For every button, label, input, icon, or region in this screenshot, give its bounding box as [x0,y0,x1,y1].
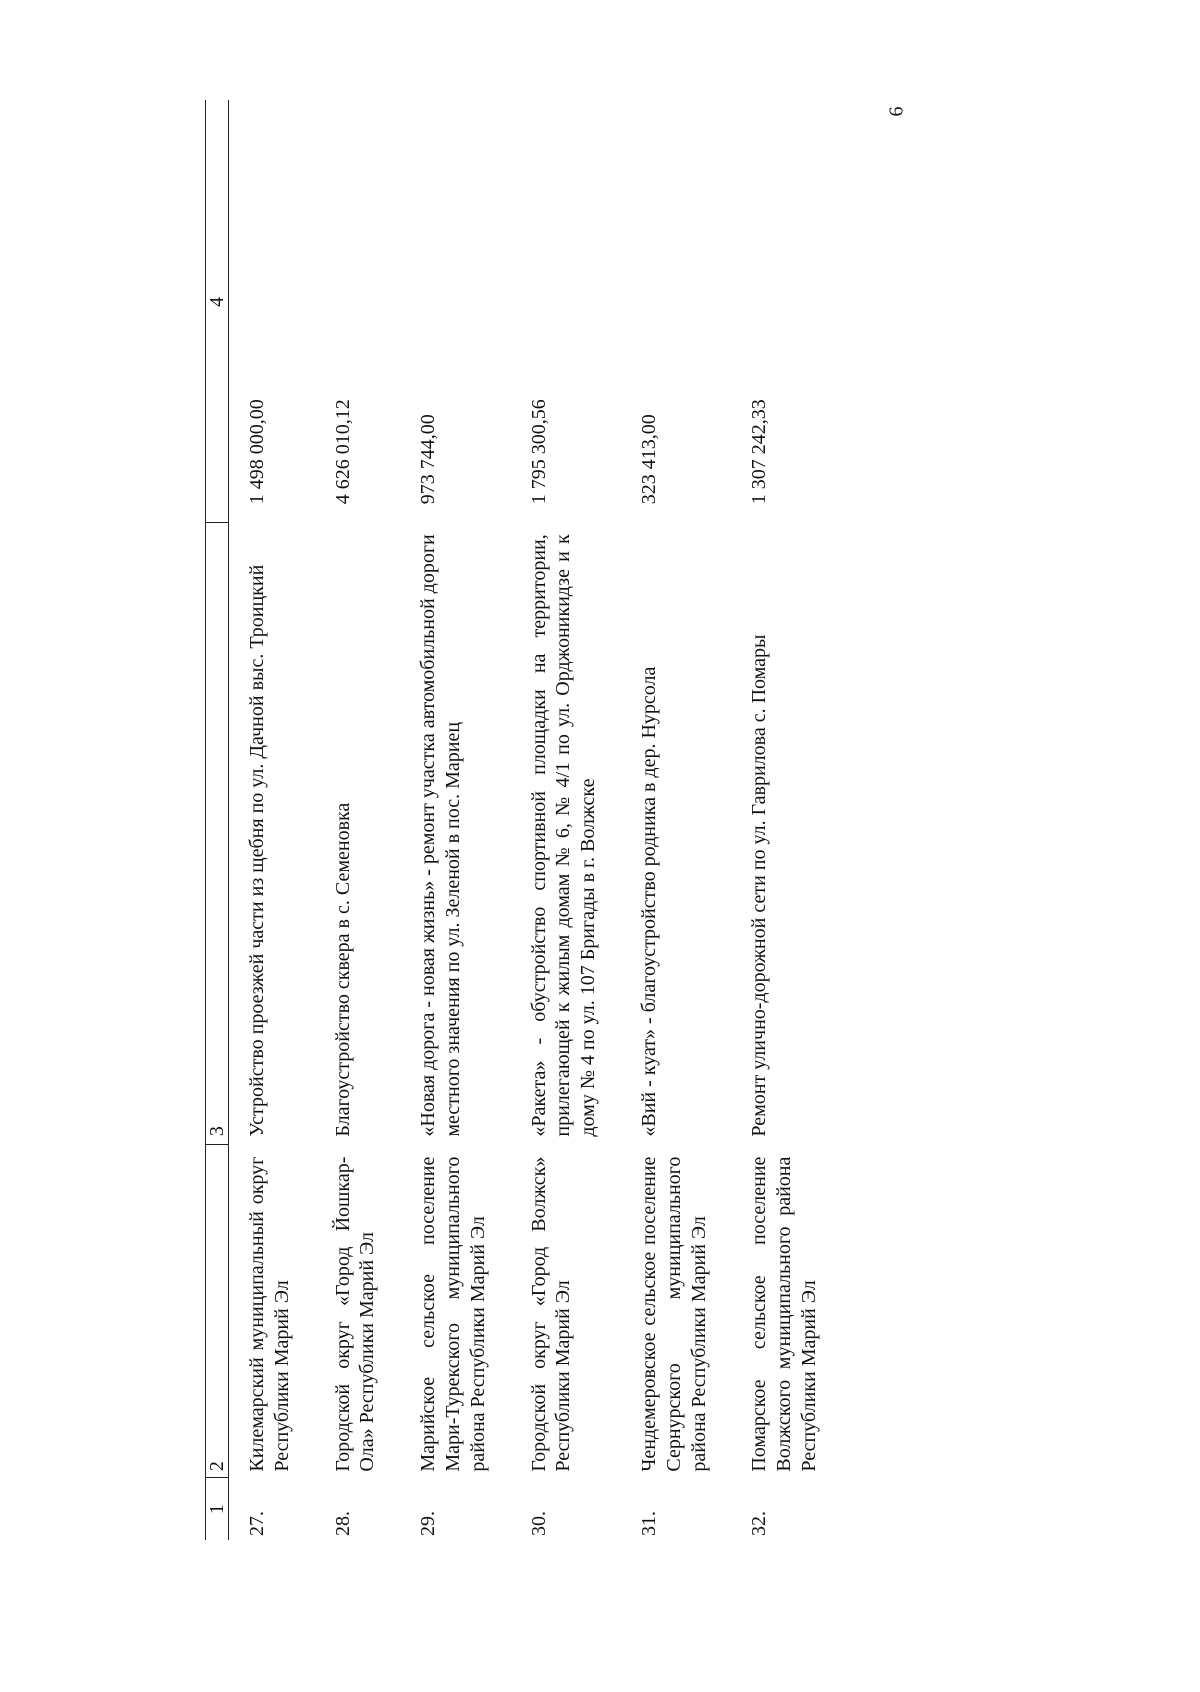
table-header-row [206,100,229,1540]
amount-cell: 4 626 010,12 [331,399,354,505]
municipality-cell: Марийское сельское поселение Мари-Турекского муниципального района Республики Марий Эл [417,1156,489,1472]
row-number: 27. [246,1511,268,1536]
column-header-4: 4 [206,100,229,522]
column-header-1: 1 [206,1478,229,1540]
municipality-cell: Килемарский муниципальный округ Республики Марий Эл [246,1156,293,1472]
amount-cell: 973 744,00 [417,414,440,505]
municipality-cell: Чендемеровское сельское поселение Сернурского муниципального района Республики Марий Эл [637,1156,710,1472]
amount-cell: 323 413,00 [637,414,660,505]
column-header-2: 2 [206,1145,229,1478]
municipality-cell: Городской округ «Город Волжск» Республики Марий Эл [527,1156,575,1472]
column-header-3: 3 [206,522,229,1144]
document-sheet [205,100,985,1540]
table-row [731,100,841,1540]
table-row [229,100,315,1540]
project-cell: Устройство проезжей части из щебня по ул. Дачной выс. Троицкий [246,564,268,1137]
project-cell: «Новая дорога - новая жизнь» - ремонт участка автомобильной дороги местного значения по ул. Зеленой в пос. Мариец [417,534,464,1137]
municipality-cell: Городской округ «Город Йошкар-Ола» Республики Марий Эл [331,1156,379,1472]
project-cell: «Ракета» - обустройство спортивной площадки на территории, прилегающей к жилым домам № 6, № 4/1 по ул. Орджоникидзе и к дому № 4 по ул. 107 Бригады в г. Волжске [527,534,600,1137]
page-number: 6 [885,106,908,117]
row-number: 32. [748,1511,771,1536]
project-cell: Ремонт улично-дорожной сети по ул. Гаврилова с. Помары [748,634,771,1137]
table-row [400,100,510,1540]
project-cell: Благоустройство сквера в с. Семеновка [331,802,354,1137]
amount-cell: 1 498 000,00 [246,399,268,505]
row-number: 28. [331,1511,354,1536]
row-number: 31. [637,1511,660,1536]
projects-table [205,100,842,1540]
row-number: 29. [417,1511,440,1536]
project-cell: «Вий - куат» - благоустройство родника в дер. Нурсола [637,666,660,1137]
municipality-cell: Помарское сельское поселение Волжского муниципального района Республики Марий Эл [748,1156,820,1472]
amount-cell: 1 795 300,56 [527,399,550,505]
row-number: 30. [527,1511,550,1536]
table-row [511,100,621,1540]
table-row [315,100,401,1540]
amount-cell: 1 307 242,33 [748,399,771,505]
table-row [621,100,731,1540]
